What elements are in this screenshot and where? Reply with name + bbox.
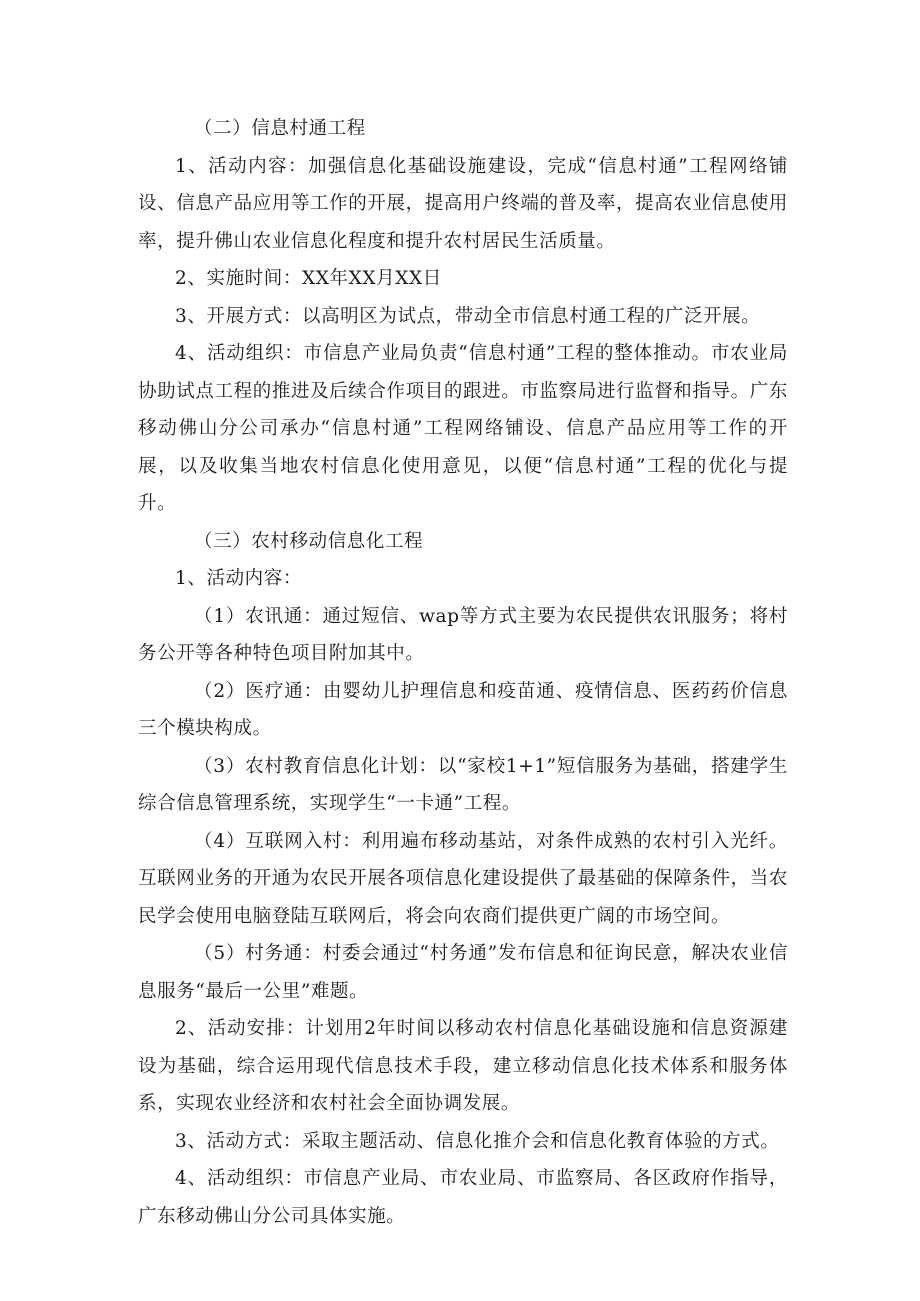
section-heading-3: （三）农村移动信息化工程 [194, 530, 424, 552]
paragraph: 4、活动组织：市信息产业局负责“信息村通”工程的整体推动。市农业局协助试点工程的推进及后续合作项目的跟进。市监察局进行监督和指导。广东移动佛山分公司承办“信息村通”工程网络铺设、信息产品应用等工作的开展，以及收集当地农村信息化使用意见，以便“信息村通”工程的优化与提升。 [138, 343, 788, 514]
list-item: （3）农村教育信息化计划：以“家校1+1”短信服务为基础，搭建学生综合信息管理系统，实现学生“一卡通”工程。 [138, 755, 788, 814]
list-item: （1）农讯通：通过短信、wap等方式主要为农民提供农讯服务；将村务公开等各种特色项目附加其中。 [138, 605, 788, 664]
paragraph: 3、开展方式：以高明区为试点，带动全市信息村通工程的广泛开展。 [175, 305, 761, 327]
list-item: （5）村务通：村委会通过“村务通”发布信息和征询民意，解决农业信息服务“最后一公里”难题。 [138, 943, 788, 1002]
paragraph: 2、实施时间：XX年XX月XX日 [175, 268, 442, 289]
section-heading-2: （二）信息村通工程 [194, 118, 366, 139]
paragraph: 2、活动安排：计划用2年时间以移动农村信息化基础设施和信息资源建设为基础，综合运用现代信息技术手段，建立移动信息化技术体系和服务体系，实现农业经济和农村社会全面协调发展。 [138, 1018, 788, 1114]
list-item: （4）互联网入村：利用遍布移动基站，对条件成熟的农村引入光纤。互联网业务的开通为农民开展各项信息化建设提供了最基础的保障条件，当农民学会使用电脑登陆互联网后，将会向农商们提供更广阔的市场空间。 [138, 830, 788, 927]
document-body [138, 110, 788, 1235]
list-item: （2）医疗通：由婴幼儿护理信息和疫苗通、疫情信息、医药药价信息三个模块构成。 [138, 680, 788, 739]
paragraph: 3、活动方式：采取主题活动、信息化推介会和信息化教育体验的方式。 [175, 1130, 780, 1152]
paragraph: 4、活动组织：市信息产业局、市农业局、市监察局、各区政府作指导，广东移动佛山分公司具体实施。 [138, 1168, 788, 1227]
paragraph: 1、活动内容：加强信息化基础设施建设，完成“信息村通”工程网络铺设、信息产品应用等工作的开展，提高用户终端的普及率，提高农业信息使用率，提升佛山农业信息化程度和提升农村居民生活质量。 [138, 155, 788, 252]
paragraph: 1、活动内容： [175, 568, 302, 589]
